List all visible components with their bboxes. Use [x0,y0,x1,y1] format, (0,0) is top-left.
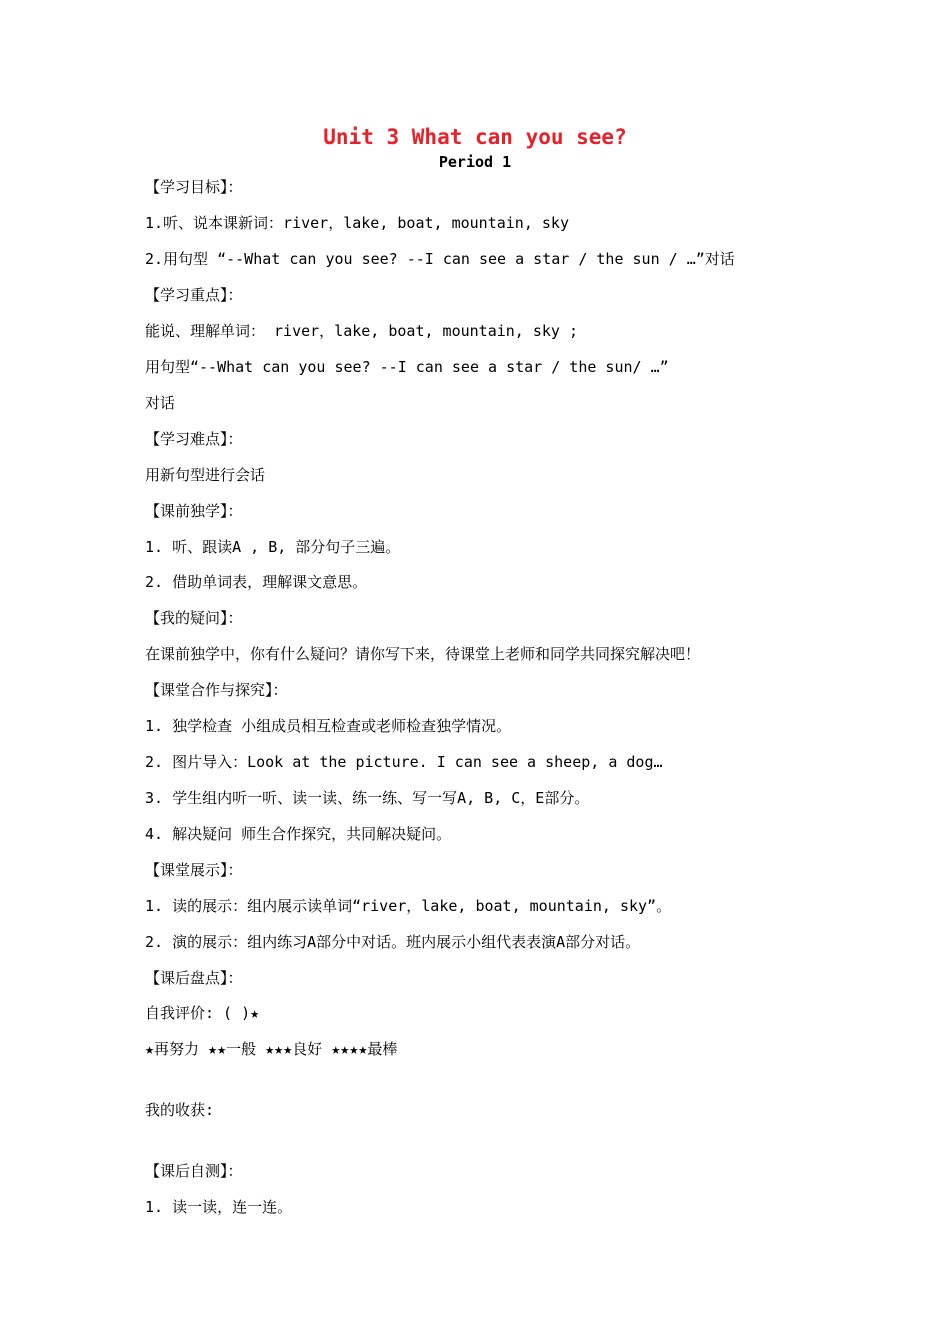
text-line: 2. 演的展示：组内练习A部分中对话。班内展示小组代表表演A部分对话。 [145,933,641,951]
section-heading-review: 【课后盘点】： [145,969,243,987]
text-line: 在课前独学中，你有什么疑问？请你写下来，待课堂上老师和同学共同探究解决吧！ [145,645,701,663]
text-line: 用新句型进行会话 [145,466,266,484]
text-line: 2. 图片导入：Look at the picture. I can see a sheep, a dog… [145,753,663,771]
text-line: 1. 独学检查 小组成员相互检查或老师检查独学情况。 [145,717,512,735]
text-line: 1.听、说本课新词：river，lake, boat, mountain, sky [145,214,569,232]
text-line: 1. 听、跟读A , B, 部分句子三遍。 [145,538,401,556]
document-subtitle: Period 1 [438,153,512,171]
text-line: 4. 解决疑问 师生合作探究，共同解决疑问。 [145,825,452,843]
section-heading-difficulties: 【学习难点】： [145,430,243,448]
document-title: Unit 3 What can you see? [323,125,627,149]
rating-scale-line: ★再努力 ★★一般 ★★★良好 ★★★★最棒 [145,1040,398,1058]
text-line: 能说、理解单词： river，lake, boat, mountain, sky ; [145,322,579,340]
text-line: 1. 读一读，连一连。 [145,1198,293,1216]
text-line: 3. 学生组内听一听、读一读、练一练、写一写A, B, C，E部分。 [145,789,590,807]
section-heading-key-points: 【学习重点】： [145,286,243,304]
text-line: 对话 [145,394,176,412]
self-evaluation-line: 自我评价: ( )★ [145,1004,260,1022]
text-line: 2.用句型 “--What can you see? --I can see a star / the sun / …”对话 [145,250,735,268]
section-heading-self-study: 【课前独学】： [145,502,243,520]
gains-line: 我的收获: [145,1101,215,1119]
text-line: 用句型“--What can you see? --I can see a star / the sun/ …” [145,358,669,376]
section-heading-questions: 【我的疑问】： [145,609,243,627]
section-heading-objectives: 【学习目标】： [145,178,243,196]
text-line: 1. 读的展示：组内展示读单词“river，lake, boat, mountain, sky”。 [145,897,672,915]
section-heading-cooperation: 【课堂合作与探究】： [145,681,288,699]
section-heading-presentation: 【课堂展示】： [145,861,243,879]
section-heading-self-test: 【课后自测】： [145,1162,243,1180]
text-line: 2. 借助单词表，理解课文意思。 [145,573,368,591]
